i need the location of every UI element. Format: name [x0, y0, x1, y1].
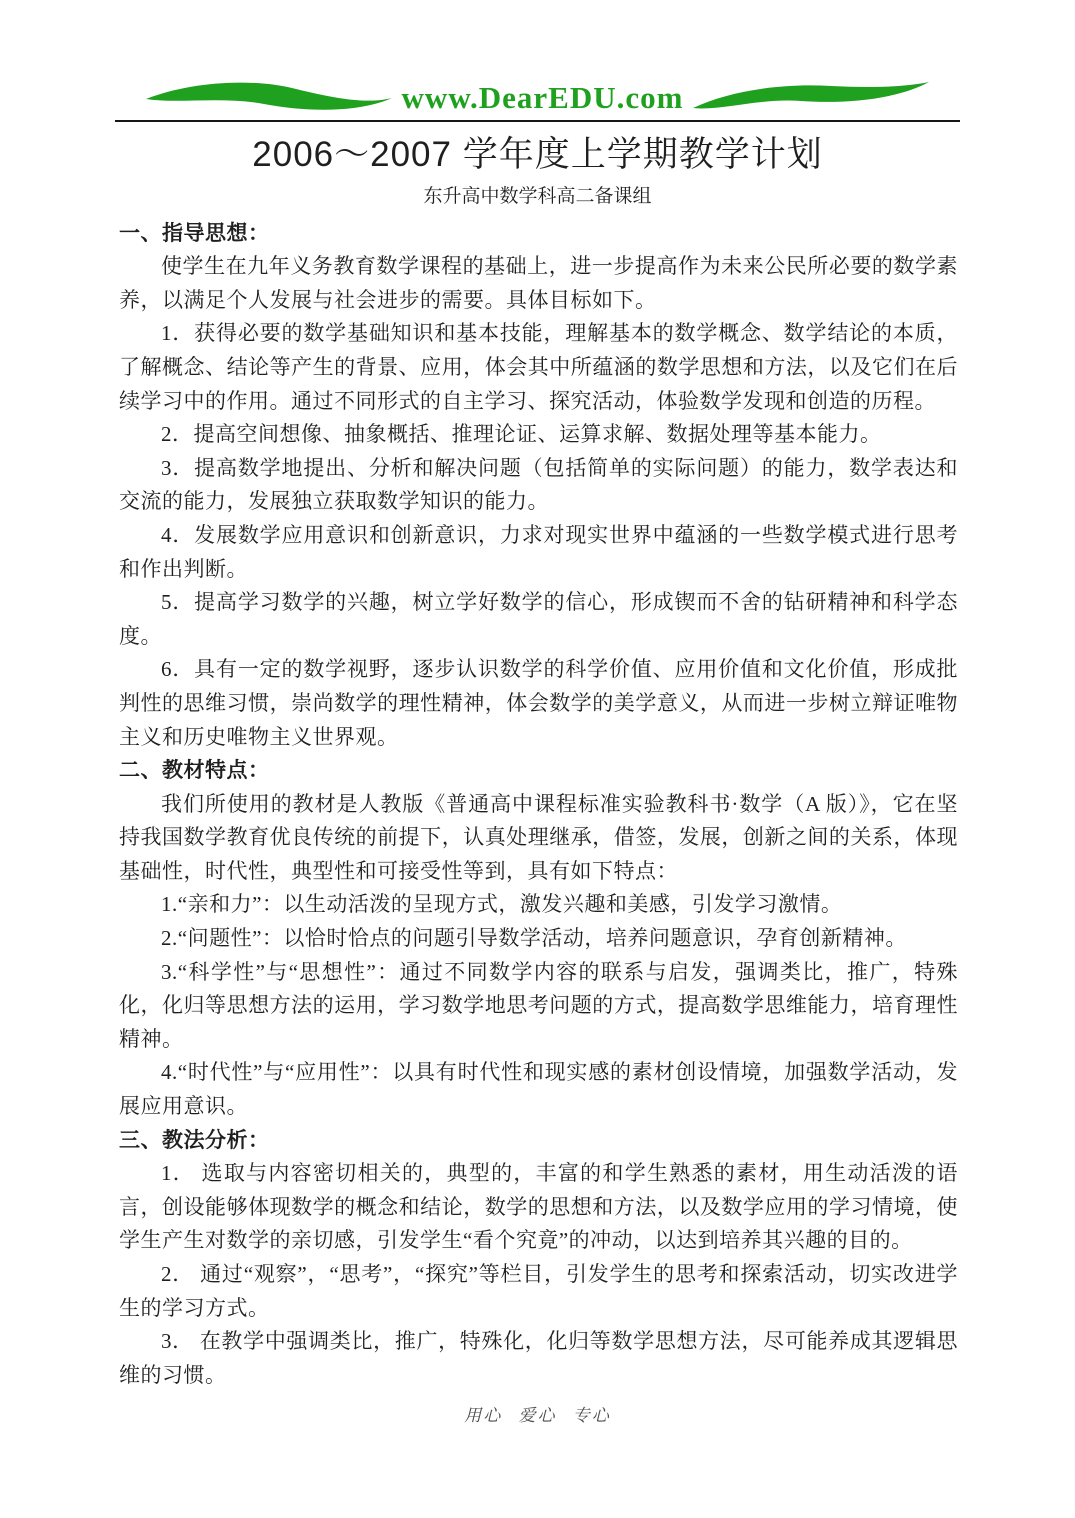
header-divider [115, 120, 960, 122]
document-section [119, 217, 958, 755]
logo-left-swoosh-icon [144, 77, 394, 117]
paragraph: 我们所使用的教材是人教版《普通高中课程标准实验教科书·数学（A 版）》，它在坚持我国数学教育优良传统的前提下，认真处理继承，借签，发展，创新之间的关系，体现基础性，时代性，典型性和可接受性等到，具有如下特点： [119, 791, 958, 883]
logo-text: www.DearEDU.com [401, 79, 684, 115]
section-heading: 三、教法分析： [119, 1128, 270, 1152]
document-body [0, 217, 1075, 1393]
document-section [119, 1124, 958, 1393]
page-subtitle: 东升高中数学科高二备课组 [423, 186, 652, 207]
paragraph: 2．提高空间想像、抽象概括、推理论证、运算求解、数据处理等基本能力。 [161, 422, 882, 447]
section-heading: 一、指导思想： [119, 221, 270, 245]
paragraph: 3．提高数学地提出、分析和解决问题（包括简单的实际问题）的能力，数学表达和交流的能力，发展独立获取数学知识的能力。 [119, 455, 958, 514]
page-header [0, 74, 1075, 122]
paragraph: 1.“亲和力”：以生动活泼的呈现方式，激发兴趣和美感，引发学习激情。 [161, 892, 843, 917]
section-heading: 二、教材特点： [119, 759, 270, 783]
page-title: 2006～2007 学年度上学期教学计划 [252, 135, 823, 174]
paragraph: 4.“时代性”与“应用性”：以具有时代性和现实感的素材创设情境，加强数学活动，发展应用意识。 [119, 1060, 958, 1119]
document-section [119, 754, 958, 1124]
logo-right-swoosh-icon [691, 77, 931, 117]
paragraph: 6．具有一定的数学视野，逐步认识数学的科学价值、应用价值和文化价值，形成批判性的思维习惯，崇尚数学的理性精神，体会数学的美学意义，从而进一步树立辩证唯物主义和历史唯物主义世界观。 [119, 657, 958, 749]
footer-motto: 用心 爱心 专心 [464, 1406, 611, 1425]
paragraph: 使学生在九年义务教育数学课程的基础上，进一步提高作为未来公民所必要的数学素养，以满足个人发展与社会进步的需要。具体目标如下。 [119, 254, 958, 312]
dearedu-logo [0, 74, 1075, 120]
paragraph: 3.“科学性”与“思想性”：通过不同数学内容的联系与启发，强调类比，推广，特殊化，化归等思想方法的运用，学习数学地思考问题的方式，提高数学思维能力，培育理性精神。 [119, 959, 958, 1051]
paragraph: 1． 选取与内容密切相关的，典型的，丰富的和学生熟悉的素材，用生动活泼的语言，创设能够体现数学的概念和结论，数学的思想和方法，以及数学应用的学习情境，使学生产生对数学的亲切感，引发学生“看个究竟”的冲动，以达到培养其兴趣的目的。 [119, 1161, 958, 1253]
paragraph: 2.“问题性”：以恰时恰点的问题引导数学活动，培养问题意识，孕育创新精神。 [161, 926, 907, 951]
paragraph: 4．发展数学应用意识和创新意识，力求对现实世界中蕴涵的一些数学模式进行思考和作出判断。 [119, 522, 958, 581]
paragraph: 1．获得必要的数学基础知识和基本技能，理解基本的数学概念、数学结论的本质，了解概念、结论等产生的背景、应用，体会其中所蕴涵的数学思想和方法，以及它们在后续学习中的作用。通过不同形式的自主学习、探究活动，体验数学发现和创造的历程。 [119, 321, 958, 413]
page-footer [0, 1401, 1075, 1426]
paragraph: 3． 在教学中强调类比，推广，特殊化，化归等数学思想方法，尽可能养成其逻辑思维的习惯。 [119, 1329, 958, 1387]
paragraph: 5．提高学习数学的兴趣，树立学好数学的信心，形成锲而不舍的钻研精神和科学态度。 [119, 590, 958, 648]
paragraph: 2． 通过“观察”，“思考”，“探究”等栏目，引发学生的思考和探索活动，切实改进学生的学习方式。 [119, 1262, 958, 1320]
